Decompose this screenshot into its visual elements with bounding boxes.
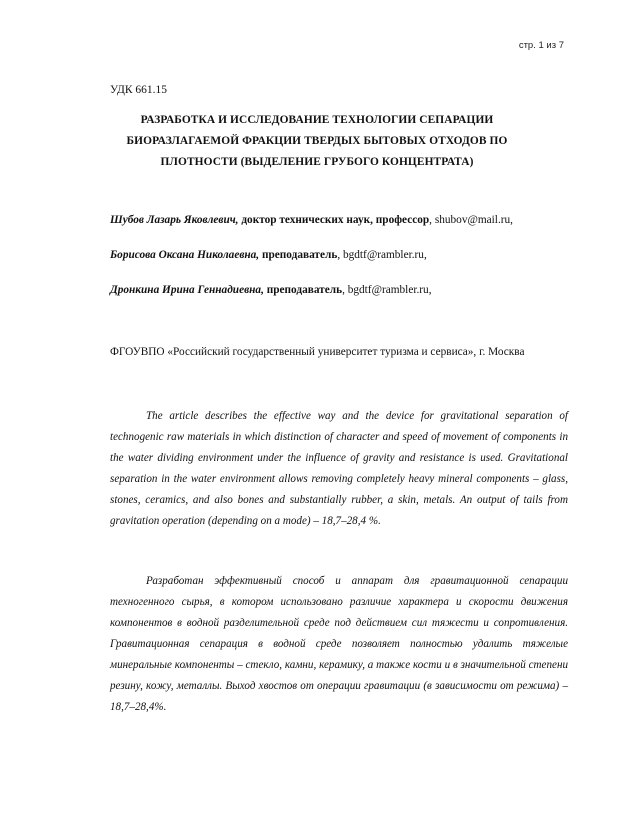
article-title — [100, 110, 534, 173]
author-separator: , — [337, 249, 343, 261]
title-line: БИОРАЗЛАГАЕМОЙ ФРАКЦИИ ТВЕРДЫХ БЫТОВЫХ ОТХОДОВ ПО — [126, 135, 508, 147]
author-title: преподаватель — [266, 284, 343, 296]
abstract-english: The article describes the effective way and the device for gravitational separation of technogenic raw materials in which distinction of character and speed of movement of components in the water dividing environment under the influence of gravity and resistance is used. Gravitational separation in the water environment allows removing completely heavy mineral components – glass, stones, ceramics, and also bones and substantially rubber, a skin, metals. An output of tails from gravitation operation (depending on a mode) – 18,7–28,4 %. — [110, 410, 568, 527]
author-line — [110, 284, 432, 296]
author-separator: , — [429, 214, 435, 226]
author-title: доктор технических наук, профессор — [241, 214, 430, 226]
author-name: Борисова Оксана Николаевна, — [110, 249, 260, 261]
institution: ФГОУВПО «Российский государственный университет туризма и сервиса», г. Москва — [110, 346, 525, 358]
author-name: Шубов Лазарь Яковлевич, — [110, 214, 239, 226]
abstract-russian: Разработан эффективный способ и аппарат для гравитационной сепарации техногенного сырья, в котором использовано различие характера и скорости движения компонентов в водной разделительной среде под действием сил тяжести и сопротивления. Гравитационная сепарация в водной среде позволяет полностью удалить тяжелые минеральные компоненты – стекло, камни, керамику, а также кости и в значительной степени резину, кожу, металлы. Выход хвостов от операции гравитации (в зависимости от режима) – 18,7–28,4%. — [110, 575, 568, 713]
author-email: shubov@mail.ru, — [434, 214, 514, 226]
author-email: bgdtf@rambler.ru, — [342, 249, 427, 261]
author-email: bgdtf@rambler.ru, — [347, 284, 432, 296]
udk-code: УДК 661.15 — [110, 84, 167, 96]
author-separator: , — [342, 284, 348, 296]
author-line — [110, 214, 513, 226]
title-line: РАЗРАБОТКА И ИССЛЕДОВАНИЕ ТЕХНОЛОГИИ СЕПАРАЦИИ — [140, 114, 494, 126]
title-line: ПЛОТНОСТИ (ВЫДЕЛЕНИЕ ГРУБОГО КОНЦЕНТРАТА) — [160, 156, 474, 168]
author-line — [110, 249, 427, 261]
page-number: стр. 1 из 7 — [518, 40, 564, 51]
author-title: преподаватель — [261, 249, 338, 261]
author-name: Дронкина Ирина Геннадиевна, — [110, 284, 264, 296]
